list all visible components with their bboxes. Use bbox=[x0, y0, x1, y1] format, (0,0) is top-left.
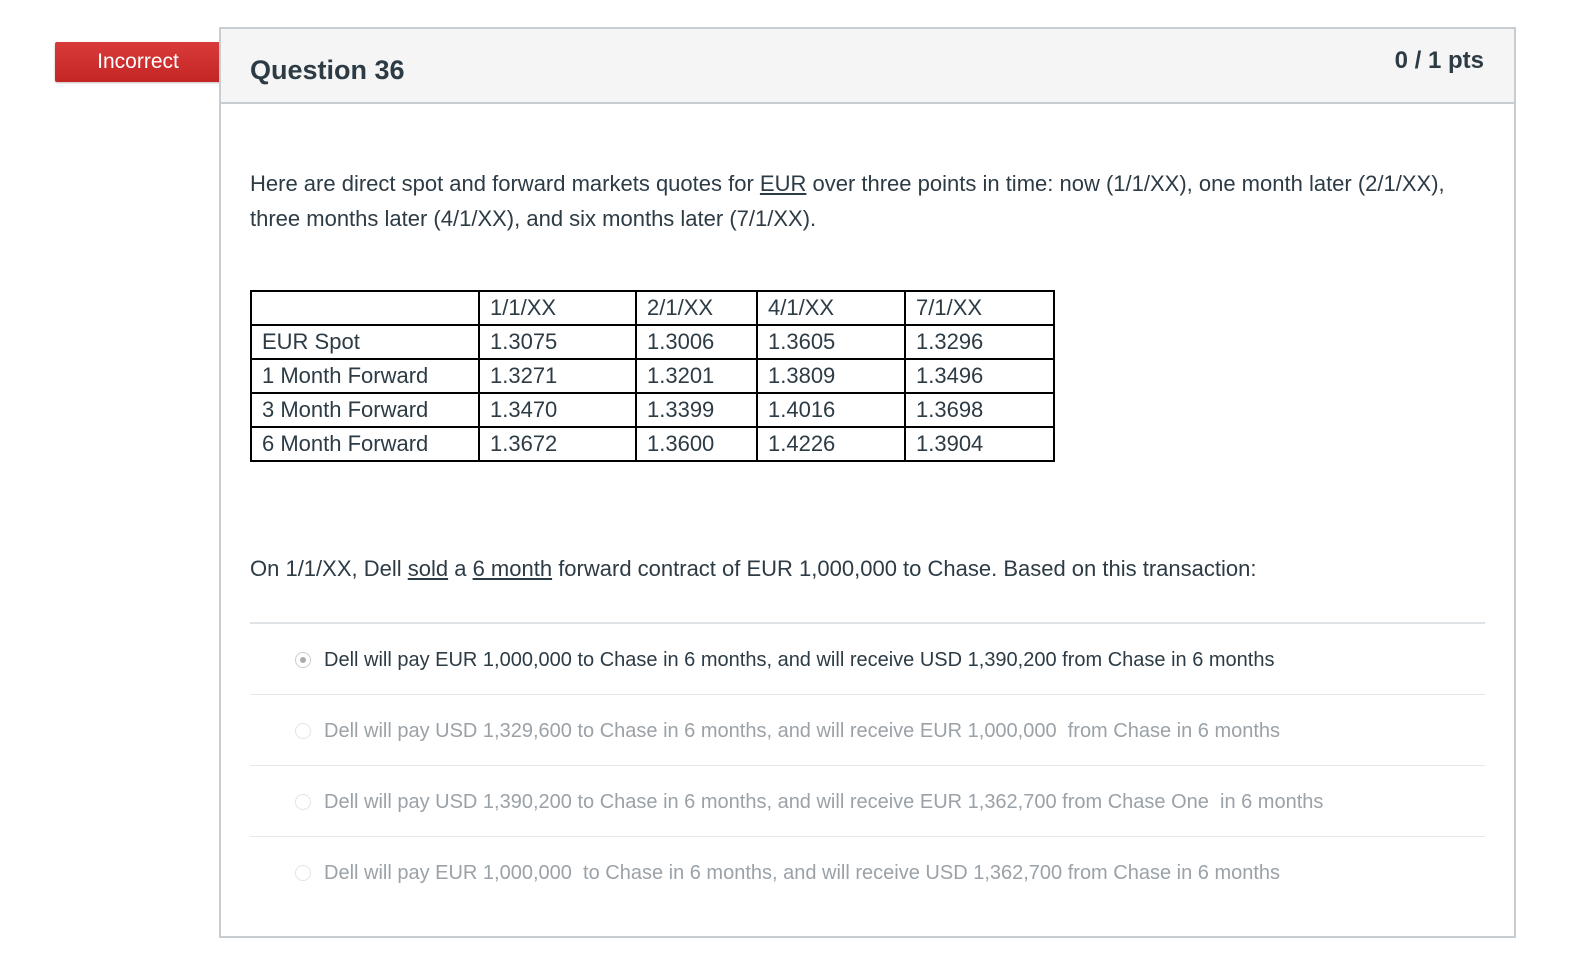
table-header-cell: 2/1/XX bbox=[636, 291, 757, 325]
radio-icon[interactable] bbox=[295, 865, 311, 881]
statement-text: On 1/1/XX, Dell bbox=[250, 556, 408, 581]
table-cell: 1.4016 bbox=[757, 393, 905, 427]
statement-text: forward contract of EUR 1,000,000 to Chase. Based on this transaction: bbox=[552, 556, 1257, 581]
answer-text: Dell will pay EUR 1,000,000 to Chase in 6 months, and will receive USD 1,362,700 from Chase in 6 months bbox=[324, 862, 1281, 884]
question-intro bbox=[250, 166, 1470, 236]
question-statement bbox=[250, 551, 1256, 586]
answer-list bbox=[250, 622, 1485, 908]
table-cell: 1.3296 bbox=[905, 325, 1054, 359]
table-cell: 1.3698 bbox=[905, 393, 1054, 427]
table-cell: 1.3201 bbox=[636, 359, 757, 393]
table-cell: 1.3496 bbox=[905, 359, 1054, 393]
table-cell: 3 Month Forward bbox=[251, 393, 479, 427]
statement-sold-underlined: sold bbox=[407, 556, 449, 581]
answer-option-2[interactable] bbox=[250, 695, 1485, 766]
table-row bbox=[251, 359, 1054, 393]
table-cell: 1.3904 bbox=[905, 427, 1054, 461]
radio-icon[interactable] bbox=[295, 794, 311, 810]
answer-option-3[interactable] bbox=[250, 766, 1485, 837]
table-cell: 1.3399 bbox=[636, 393, 757, 427]
table-header-cell: 1/1/XX bbox=[479, 291, 636, 325]
table-cell: 1 Month Forward bbox=[251, 359, 479, 393]
answer-text: Dell will pay USD 1,329,600 to Chase in 6 months, and will receive EUR 1,000,000 from Chase in 6 months bbox=[324, 720, 1281, 742]
question-header bbox=[221, 29, 1514, 104]
table-header-cell: 7/1/XX bbox=[905, 291, 1054, 325]
intro-currency-underlined: EUR bbox=[759, 171, 807, 196]
table-row bbox=[251, 427, 1054, 461]
table-header-row bbox=[251, 291, 1054, 325]
question-points: 0 / 1 pts bbox=[1394, 47, 1484, 74]
table-cell: 1.3600 bbox=[636, 427, 757, 461]
question-title: Question 36 bbox=[250, 55, 405, 85]
radio-icon[interactable] bbox=[295, 723, 311, 739]
table-row bbox=[251, 393, 1054, 427]
answer-option-1[interactable] bbox=[250, 624, 1485, 695]
table-header-cell: 4/1/XX bbox=[757, 291, 905, 325]
statement-text: a bbox=[448, 556, 473, 581]
table-cell: 6 Month Forward bbox=[251, 427, 479, 461]
question-card bbox=[219, 27, 1516, 938]
intro-text: Here are direct spot and forward markets quotes for bbox=[250, 171, 760, 196]
table-cell: 1.3006 bbox=[636, 325, 757, 359]
table-cell: EUR Spot bbox=[251, 325, 479, 359]
table-cell: 1.3809 bbox=[757, 359, 905, 393]
table-cell: 1.3470 bbox=[479, 393, 636, 427]
answer-text: Dell will pay EUR 1,000,000 to Chase in 6 months, and will receive USD 1,390,200 from Chase in 6 months bbox=[324, 649, 1275, 671]
answer-option-4[interactable] bbox=[250, 837, 1485, 908]
intro-text: over three points in time: now (1/1/XX), one month later (2/1/XX), three months later (4/1/XX), and six months later (7/1/XX). bbox=[250, 171, 1445, 231]
table-cell: 1.3271 bbox=[479, 359, 636, 393]
incorrect-flag: Incorrect bbox=[55, 42, 225, 82]
quote-table bbox=[250, 290, 1055, 462]
table-cell: 1.3605 bbox=[757, 325, 905, 359]
table-row bbox=[251, 325, 1054, 359]
radio-selected-icon[interactable] bbox=[295, 652, 311, 668]
table-cell: 1.3672 bbox=[479, 427, 636, 461]
statement-term-underlined: 6 month bbox=[472, 556, 553, 581]
table-cell: 1.4226 bbox=[757, 427, 905, 461]
answer-text: Dell will pay USD 1,390,200 to Chase in 6 months, and will receive EUR 1,362,700 from Chase One in 6 months bbox=[324, 791, 1324, 813]
table-cell: 1.3075 bbox=[479, 325, 636, 359]
table-header-cell bbox=[251, 291, 479, 325]
